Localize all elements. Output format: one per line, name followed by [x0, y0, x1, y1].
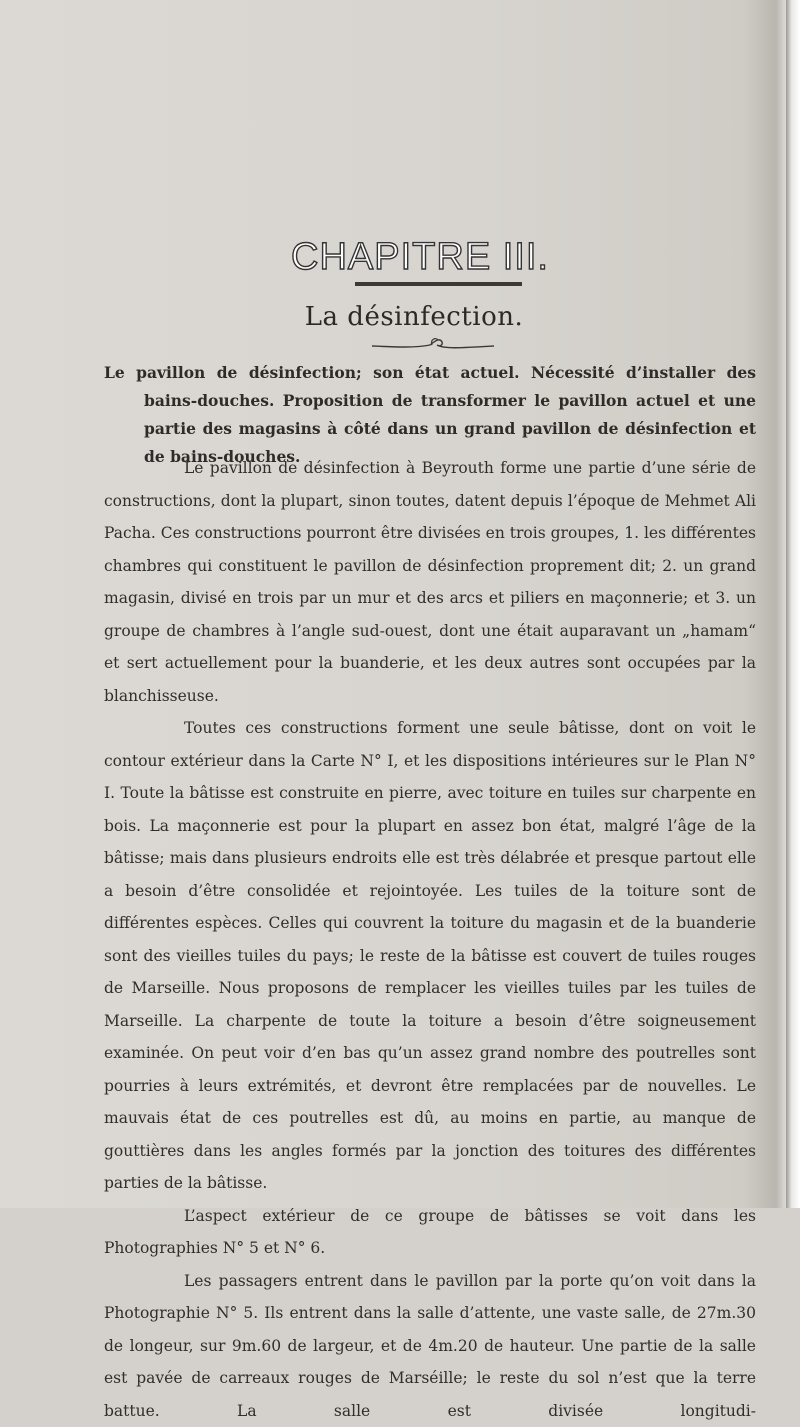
section-title: La désinfection.	[0, 302, 800, 332]
paragraph: Toutes ces constructions forment une seule bâtisse, dont on voit le contour extérieur dans la Carte N° I, et les dispositions intérieures sur le Plan N° I. Toute la bâtisse est construite en pierre, avec toiture en tuiles sur charpente en bois. La maçonnerie est pour la plupart en assez bon état, malgré l’âge de la bâtisse; mais dans plusieurs endroits elle est très délabrée et presque partout elle a besoin d’être consolidée et rejointoyée. Les tuiles de la toiture sont de différentes espèces. Celles qui couvrent la toiture du magasin et de la buanderie sont des vieilles tuiles du pays; le reste de la bâtisse est couvert de tuiles rouges de Marseille. Nous proposons de remplacer les vieilles tuiles par les tuiles de Marseille. La charpente de toute la toiture a besoin d’être soigneusement examinée. On peut voir d’en bas qu’un assez grand nombre des poutrelles sont pourries à leurs extrémités, et devront être remplacées par de nouvelles. Le mauvais état de ces poutrelles est dû, au moins en partie, au manque de gouttières dans les angles formés par la jonction des toitures des différentes parties de la bâtisse.	[104, 712, 756, 1200]
chapter-summary: Le pavillon de désinfection; son état actuel. Nécessité d’installer des bains-douches. Proposition de transformer le pavillon actuel et une partie des magasins à côté dans un grand pavillon de désinfection et de bains-douches.	[104, 359, 756, 471]
ornament-flourish	[370, 336, 496, 350]
heading-rule	[355, 282, 522, 286]
body-text	[104, 452, 756, 1427]
paragraph: L’aspect extérieur de ce groupe de bâtisses se voit dans les Photographies N° 5 et N° 6.	[104, 1200, 756, 1265]
chapter-heading: CHAPITRE III.	[0, 236, 800, 279]
page-edge	[786, 0, 800, 1208]
paragraph: Les passagers entrent dans le pavillon par la porte qu’on voit dans la Photographie N° 5. Ils entrent dans la salle d’attente, une vaste salle, de 27m.30 de longeur, sur 9m.60 de largeur, et de 4m.20 de hauteur. Une partie de la salle est pavée de carreaux rouges de Marséille; le reste du sol n’est que la terre battue. La salle est divisée longitudi-	[104, 1265, 756, 1427]
paragraph: Le pavillon de désinfection à Beyrouth forme une partie d’une série de constructions, dont la plupart, sinon toutes, datent depuis l’époque de Mehmet Ali Pacha. Ces constructions pourront être divisées en trois groupes, 1. les différentes chambres qui constituent le pavillon de désinfection proprement dit; 2. un grand magasin, divisé en trois par un mur et des arcs et piliers en maçonnerie; et 3. un groupe de chambres à l’angle sud-ouest, dont une était auparavant un „hamam“ et sert actuellement pour la buanderie, et les deux autres sont occupées par la blanchisseuse.	[104, 452, 756, 712]
